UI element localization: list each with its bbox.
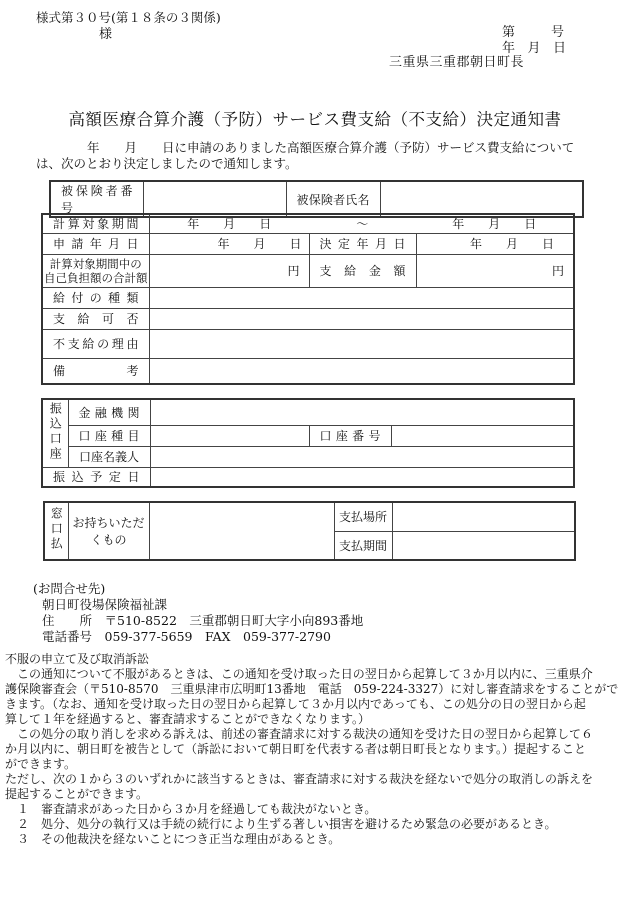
pay-place-value (392, 502, 575, 531)
account-holder-value (150, 446, 574, 467)
doc-number-suffix: 号 (550, 25, 564, 40)
transfer-account-table (41, 398, 575, 488)
transfer-date-label: 振込予定日 (42, 467, 150, 487)
period-value (149, 214, 574, 233)
date-day-label: 日 (552, 41, 566, 56)
appeal-line: この処分の取り消しを求める訴えは、前述の審査請求に対する裁決の通知を受けた日の翌日から起算して６ (5, 727, 594, 741)
doc-number-prefix: 第 (502, 25, 516, 40)
appeal-notice-block (5, 652, 618, 847)
date-year-label: 年 (502, 41, 516, 56)
approval-label: 支給可否 (42, 308, 149, 329)
transfer-date-value (150, 467, 574, 487)
insured-number-value (143, 181, 286, 217)
denial-reason-label: 不支給の理由 (42, 329, 149, 358)
bank-value (150, 399, 574, 425)
approval-row (42, 308, 574, 329)
apply-decide-row (42, 233, 574, 254)
appeal-line: か月以内に、朝日町を被告として（訴訟において朝日町を代表する者は朝日町長となります。）提起すること (5, 742, 587, 756)
apply-date-label: 申請年月日 (42, 233, 149, 254)
appeal-line: 護保険審査会（〒510-8570 三重県津市広明町13番地 電話 059-224-3327）に対し審査請求をすることがで (5, 682, 619, 696)
decide-date-value: 年 月 日 (416, 233, 574, 254)
items-to-bring-value (149, 502, 334, 560)
page-title: 高額医療合算介護（予防）サービス費支給（不支給）決定通知書 (68, 110, 562, 129)
approval-value (149, 308, 574, 329)
apply-date-value: 年 月 日 (149, 233, 309, 254)
decide-date-label: 決定年月日 (309, 233, 416, 254)
window-payment-table (43, 501, 576, 561)
amount-row (42, 254, 574, 287)
remarks-label: 備考 (42, 358, 149, 384)
account-type-row (42, 425, 574, 446)
benefit-type-row (42, 287, 574, 308)
transfer-date-row (42, 467, 574, 487)
tilde: ～ (356, 217, 369, 232)
remarks-row (42, 358, 574, 384)
selfpay-total-label: 計算対象期間中の 自己負担額の合計額 (42, 254, 149, 287)
contact-office: 朝日町役場保険福祉課 (42, 597, 168, 612)
intro-line-1: 年 月 日に申請のありました高額医療合算介護（予防）サービス費支給について (87, 140, 575, 155)
pay-place-row (44, 502, 575, 531)
addressee-suffix: 様 (99, 27, 113, 42)
account-type-label: 口座種目 (68, 425, 150, 446)
appeal-line: １ 審査請求があった日から３か月を経過しても裁決がないとき。 (5, 802, 377, 816)
issuer-name: 三重県三重郡朝日町長 (389, 55, 525, 70)
period-row (42, 214, 574, 233)
appeal-line: ３ その他裁決を経ないことにつき正当な理由があるとき。 (5, 832, 341, 846)
contact-phone: 電話番号 059-377-5659 FAX 059-377-2790 (42, 629, 331, 644)
pay-place-label: 支払場所 (334, 502, 392, 531)
window-payment-vertical-label: 窓口払 (44, 502, 68, 560)
account-number-value (391, 425, 574, 446)
appeal-line: 不服の申立て及び取消訴訟 (5, 652, 150, 666)
appeal-line: ２ 処分、処分の執行又は手続の続行により生ずる著しい損害を避けるため緊急の必要があるとき。 (5, 817, 557, 831)
appeal-line: この通知について不服があるときは、この通知を受け取った日の翌日から起算して３か月以内に、三重県介 (5, 667, 593, 681)
contact-address: 住 所 〒510-8522 三重郡朝日町大字小向893番地 (42, 613, 364, 628)
bank-row (42, 399, 574, 425)
denial-reason-value (149, 329, 574, 358)
contact-heading: (お問合せ先) (33, 581, 106, 596)
intro-line-2: は、次のとおり決定しましたので通知します。 (36, 156, 298, 171)
denial-reason-row (42, 329, 574, 358)
benefit-type-label: 給付の種類 (42, 287, 149, 308)
period-label: 計算対象期間 (42, 214, 149, 233)
payment-amount-label: 支給金額 (309, 254, 416, 287)
transfer-account-vertical-label: 振込口座 (42, 399, 68, 467)
appeal-line: ただし、次の１から３のいずれかに該当するときは、審査請求に対する裁決を経ないで処分の取消しの訴えを (5, 772, 594, 786)
payment-amount-value: 円 (416, 254, 574, 287)
appeal-line: きます。（なお、通知を受け取った日の翌日から起算して３か月以内であっても、この処分の日の翌日から起 (5, 697, 586, 711)
form-number: 様式第３０号(第１８条の３関係) (36, 10, 221, 25)
selfpay-total-value: 円 (149, 254, 309, 287)
contact-block (33, 581, 363, 645)
remarks-value (149, 358, 574, 384)
benefit-type-value (149, 287, 574, 308)
pay-period-value (392, 531, 575, 560)
insured-row (50, 181, 583, 217)
insured-name-value (380, 181, 583, 217)
appeal-line: ができます。 (5, 757, 77, 771)
insured-number-label: 被保険者番号 (50, 181, 143, 217)
period-start: 年 月 日 (187, 217, 272, 232)
appeal-line: 提起することができます。 (5, 787, 149, 801)
account-number-label: 口座番号 (309, 425, 391, 446)
account-holder-label: 口座名義人 (68, 446, 150, 467)
account-holder-row (42, 446, 574, 467)
items-to-bring-label: お持ちいただ くもの (68, 502, 149, 560)
insured-name-label: 被保険者氏名 (286, 181, 380, 217)
period-end: 年 月 日 (452, 217, 537, 232)
bank-label: 金融機関 (68, 399, 150, 425)
date-month-label: 月 (527, 41, 541, 56)
appeal-line: 算して１年を経過すると、審査請求することができなくなります。） (5, 712, 371, 726)
pay-period-label: 支払期間 (334, 531, 392, 560)
decision-table (41, 213, 575, 385)
account-type-value (150, 425, 309, 446)
